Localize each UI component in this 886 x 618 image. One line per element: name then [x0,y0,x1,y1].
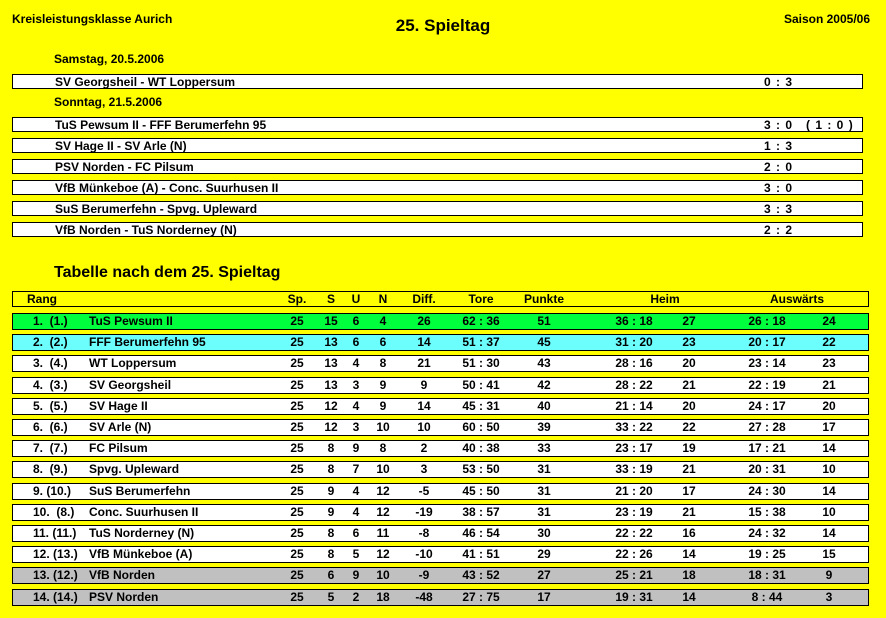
cell-tore: 45 : 31 [462,398,500,413]
cell-heim-pkt: 21 [682,504,696,519]
table-row [12,483,869,500]
cell-heim-pkt: 17 [682,483,696,498]
cell-u: 3 [352,420,360,434]
cell-punkte: 30 [537,526,551,540]
match-row [12,159,863,174]
cell-ausw-pkt: 10 [822,504,836,519]
cell-u: 9 [352,568,360,583]
cell-tore: 27 : 75 [462,589,500,604]
cell-u: 7 [352,462,360,477]
cell-u: 6 [352,314,360,328]
cell-heim-tore: 19 : 31 [615,589,653,604]
col-heim: Heim [650,292,680,306]
table-row [12,419,869,436]
col-s: S [326,292,336,306]
cell-n: 18 [376,589,390,604]
cell-diff: 26 [417,314,431,328]
match-result: 2 : 2 [764,223,794,237]
cell-rank: 13. (12.) [33,568,78,583]
table-row [12,398,869,415]
cell-n: 12 [376,547,390,562]
match-row [12,201,863,216]
cell-team: SV Arle (N) [89,420,152,434]
cell-heim-pkt: 27 [682,314,696,328]
table-row [12,313,869,330]
cell-rank: 1. (1.) [33,314,68,328]
cell-ausw-tore: 23 : 14 [748,356,786,371]
cell-ausw-pkt: 17 [822,420,836,434]
page-title: 25. Spieltag [395,16,491,35]
cell-ausw-tore: 18 : 31 [748,568,786,583]
cell-rank: 3. (4.) [33,356,68,371]
cell-punkte: 40 [537,398,551,413]
cell-ausw-pkt: 21 [822,377,836,392]
cell-rank: 6. (6.) [33,420,68,434]
cell-ausw-tore: 20 : 31 [748,462,786,477]
cell-ausw-tore: 19 : 25 [748,547,786,562]
cell-sp: 25 [290,568,304,583]
cell-team: Spvg. Upleward [89,462,180,477]
cell-ausw-pkt: 20 [822,398,836,413]
table-row [12,440,869,457]
cell-heim-tore: 25 : 21 [615,568,653,583]
cell-team: TuS Norderney (N) [89,526,195,540]
cell-punkte: 45 [537,335,551,350]
cell-u: 3 [352,377,360,392]
cell-n: 10 [376,420,390,434]
cell-ausw-tore: 15 : 38 [748,504,786,519]
cell-heim-tore: 23 : 19 [615,504,653,519]
cell-team: FC Pilsum [89,441,148,456]
cell-heim-tore: 22 : 22 [615,526,653,540]
col-u: U [351,292,361,306]
cell-diff: -10 [415,547,433,562]
cell-diff: 3 [420,462,428,477]
table-row [12,355,869,372]
cell-heim-tore: 21 : 20 [615,483,653,498]
match-result: 2 : 0 [764,160,794,174]
cell-sp: 25 [290,526,304,540]
cell-u: 2 [352,589,360,604]
cell-heim-pkt: 23 [682,335,696,350]
col-n: N [378,292,388,306]
cell-sp: 25 [290,441,304,456]
cell-n: 12 [376,504,390,519]
cell-team: SuS Berumerfehn [89,483,191,498]
cell-heim-tore: 33 : 22 [615,420,653,434]
cell-n: 9 [379,398,387,413]
cell-n: 4 [379,314,387,328]
cell-team: PSV Norden [89,589,159,604]
cell-u: 4 [352,483,360,498]
cell-punkte: 27 [537,568,551,583]
cell-ausw-pkt: 3 [825,589,833,604]
table-row [12,567,869,584]
cell-heim-tore: 31 : 20 [615,335,653,350]
cell-sp: 25 [290,462,304,477]
cell-team: WT Loppersum [89,356,177,371]
cell-heim-tore: 22 : 26 [615,547,653,562]
cell-sp: 25 [290,356,304,371]
cell-sp: 25 [290,398,304,413]
cell-team: Conc. Suurhusen II [89,504,199,519]
cell-heim-tore: 36 : 18 [615,314,653,328]
cell-u: 4 [352,356,360,371]
cell-diff: -19 [415,504,433,519]
cell-s: 8 [327,526,335,540]
cell-team: FFF Berumerfehn 95 [89,335,206,350]
cell-heim-tore: 21 : 14 [615,398,653,413]
cell-heim-tore: 33 : 19 [615,462,653,477]
cell-diff: -5 [418,483,430,498]
cell-tore: 51 : 37 [462,335,500,350]
col-diff: Diff. [412,292,436,306]
cell-n: 6 [379,335,387,350]
table-row [12,377,869,394]
match-teams: SuS Berumerfehn - Spvg. Upleward [55,202,258,216]
cell-ausw-tore: 8 : 44 [751,589,783,604]
cell-ausw-tore: 24 : 32 [748,526,786,540]
cell-ausw-pkt: 14 [822,441,836,456]
cell-u: 4 [352,504,360,519]
cell-ausw-pkt: 9 [825,568,833,583]
cell-sp: 25 [290,589,304,604]
match-result: 0 : 3 [764,75,794,89]
cell-heim-tore: 28 : 16 [615,356,653,371]
table-row [12,504,869,521]
cell-diff: 14 [417,398,431,413]
match-day-date: Sonntag, 21.5.2006 [54,95,163,109]
cell-ausw-tore: 22 : 19 [748,377,786,392]
cell-diff: 21 [417,356,431,371]
cell-punkte: 51 [537,314,551,328]
cell-ausw-tore: 24 : 17 [748,398,786,413]
cell-ausw-tore: 17 : 21 [748,441,786,456]
cell-ausw-pkt: 24 [822,314,836,328]
cell-s: 6 [327,568,335,583]
cell-heim-pkt: 21 [682,377,696,392]
cell-diff: -9 [418,568,430,583]
cell-heim-tore: 23 : 17 [615,441,653,456]
cell-u: 9 [352,441,360,456]
cell-rank: 9. (10.) [33,483,72,498]
cell-tore: 46 : 54 [462,526,500,540]
match-row [12,180,863,195]
match-result: 3 : 3 [764,202,794,216]
cell-ausw-tore: 27 : 28 [748,420,786,434]
cell-tore: 60 : 50 [462,420,500,434]
cell-tore: 43 : 52 [462,568,500,583]
cell-punkte: 31 [537,483,551,498]
cell-tore: 62 : 36 [462,314,500,328]
col-punkte: Punkte [523,292,565,306]
cell-ausw-pkt: 23 [822,356,836,371]
cell-rank: 10. (8.) [33,504,75,519]
match-teams: PSV Norden - FC Pilsum [55,160,194,174]
cell-ausw-pkt: 14 [822,526,836,540]
table-row [12,525,869,542]
cell-tore: 50 : 41 [462,377,500,392]
cell-n: 12 [376,483,390,498]
cell-n: 8 [379,356,387,371]
cell-tore: 45 : 50 [462,483,500,498]
cell-s: 13 [324,356,338,371]
match-row [12,138,863,153]
cell-team: SV Hage II [89,398,148,413]
cell-heim-pkt: 22 [682,420,696,434]
cell-sp: 25 [290,547,304,562]
cell-u: 5 [352,547,360,562]
cell-heim-pkt: 18 [682,568,696,583]
cell-n: 10 [376,462,390,477]
cell-punkte: 42 [537,377,551,392]
cell-s: 9 [327,483,335,498]
cell-ausw-pkt: 15 [822,547,836,562]
cell-team: VfB Norden [89,568,155,583]
cell-punkte: 33 [537,441,551,456]
col-auswaerts: Auswärts [769,292,825,306]
cell-heim-pkt: 20 [682,398,696,413]
cell-ausw-pkt: 22 [822,335,836,350]
table-row [12,461,869,478]
col-rang: Rang [27,292,57,306]
league-name: Kreisleistungsklasse Aurich [12,12,173,26]
cell-punkte: 31 [537,462,551,477]
match-teams: SV Hage II - SV Arle (N) [55,139,187,153]
col-tore: Tore [468,292,494,306]
cell-team: TuS Pewsum II [89,314,173,328]
cell-heim-pkt: 20 [682,356,696,371]
match-row [12,222,863,237]
cell-rank: 8. (9.) [33,462,68,477]
match-row [12,74,863,89]
table-header [12,291,869,307]
cell-s: 8 [327,441,335,456]
cell-rank: 2. (2.) [33,335,68,350]
cell-diff: 10 [417,420,431,434]
cell-tore: 41 : 51 [462,547,500,562]
cell-sp: 25 [290,377,304,392]
cell-s: 9 [327,504,335,519]
cell-s: 8 [327,462,335,477]
cell-s: 13 [324,335,338,350]
cell-heim-pkt: 14 [682,589,696,604]
cell-tore: 38 : 57 [462,504,500,519]
match-result: 1 : 3 [764,139,794,153]
match-day-date: Samstag, 20.5.2006 [54,52,165,66]
cell-punkte: 29 [537,547,551,562]
cell-rank: 7. (7.) [33,441,68,456]
cell-tore: 53 : 50 [462,462,500,477]
cell-n: 11 [376,526,390,540]
cell-team: VfB Münkeboe (A) [89,547,193,562]
cell-sp: 25 [290,335,304,350]
match-result: 3 : 0 ( 1 : 0 ) [764,118,854,132]
cell-rank: 12. (13.) [33,547,78,562]
table-row [12,334,869,351]
match-result: 3 : 0 [764,181,794,195]
cell-n: 10 [376,568,390,583]
col-sp: Sp. [287,292,307,306]
cell-rank: 11. (11.) [33,526,77,540]
cell-u: 4 [352,398,360,413]
cell-punkte: 17 [537,589,551,604]
cell-tore: 40 : 38 [462,441,500,456]
cell-ausw-pkt: 14 [822,483,836,498]
cell-punkte: 31 [537,504,551,519]
page-header [0,0,886,44]
cell-s: 13 [324,377,338,392]
season-label: Saison 2005/06 [783,12,870,26]
cell-tore: 51 : 30 [462,356,500,371]
cell-punkte: 39 [537,420,551,434]
cell-n: 8 [379,441,387,456]
cell-heim-pkt: 14 [682,547,696,562]
cell-diff: 14 [417,335,431,350]
cell-diff: 9 [420,377,428,392]
cell-n: 9 [379,377,387,392]
cell-sp: 25 [290,314,304,328]
table-row [12,589,869,606]
table-title: Tabelle nach dem 25. Spieltag [54,264,281,281]
cell-diff: -48 [415,589,433,604]
match-teams: SV Georgsheil - WT Loppersum [55,75,236,89]
match-teams: VfB Norden - TuS Norderney (N) [55,223,237,237]
cell-s: 5 [327,589,335,604]
cell-punkte: 43 [537,356,551,371]
cell-s: 12 [324,420,338,434]
cell-team: SV Georgsheil [89,377,172,392]
cell-heim-pkt: 16 [682,526,696,540]
cell-u: 6 [352,335,360,350]
match-row [12,117,863,132]
cell-rank: 4. (3.) [33,377,68,392]
cell-sp: 25 [290,504,304,519]
cell-ausw-tore: 26 : 18 [748,314,786,328]
match-teams: TuS Pewsum II - FFF Berumerfehn 95 [55,118,267,132]
cell-s: 15 [324,314,338,328]
cell-rank: 14. (14.) [33,589,78,604]
cell-rank: 5. (5.) [33,398,68,413]
cell-heim-pkt: 21 [682,462,696,477]
cell-heim-pkt: 19 [682,441,696,456]
cell-ausw-tore: 24 : 30 [748,483,786,498]
cell-u: 6 [352,526,360,540]
cell-ausw-pkt: 10 [822,462,836,477]
match-teams: VfB Münkeboe (A) - Conc. Suurhusen II [55,181,279,195]
cell-sp: 25 [290,420,304,434]
cell-diff: -8 [418,526,430,540]
cell-s: 12 [324,398,338,413]
cell-sp: 25 [290,483,304,498]
cell-ausw-tore: 20 : 17 [748,335,786,350]
cell-diff: 2 [420,441,428,456]
cell-s: 8 [327,547,335,562]
cell-heim-tore: 28 : 22 [615,377,653,392]
table-row [12,546,869,563]
